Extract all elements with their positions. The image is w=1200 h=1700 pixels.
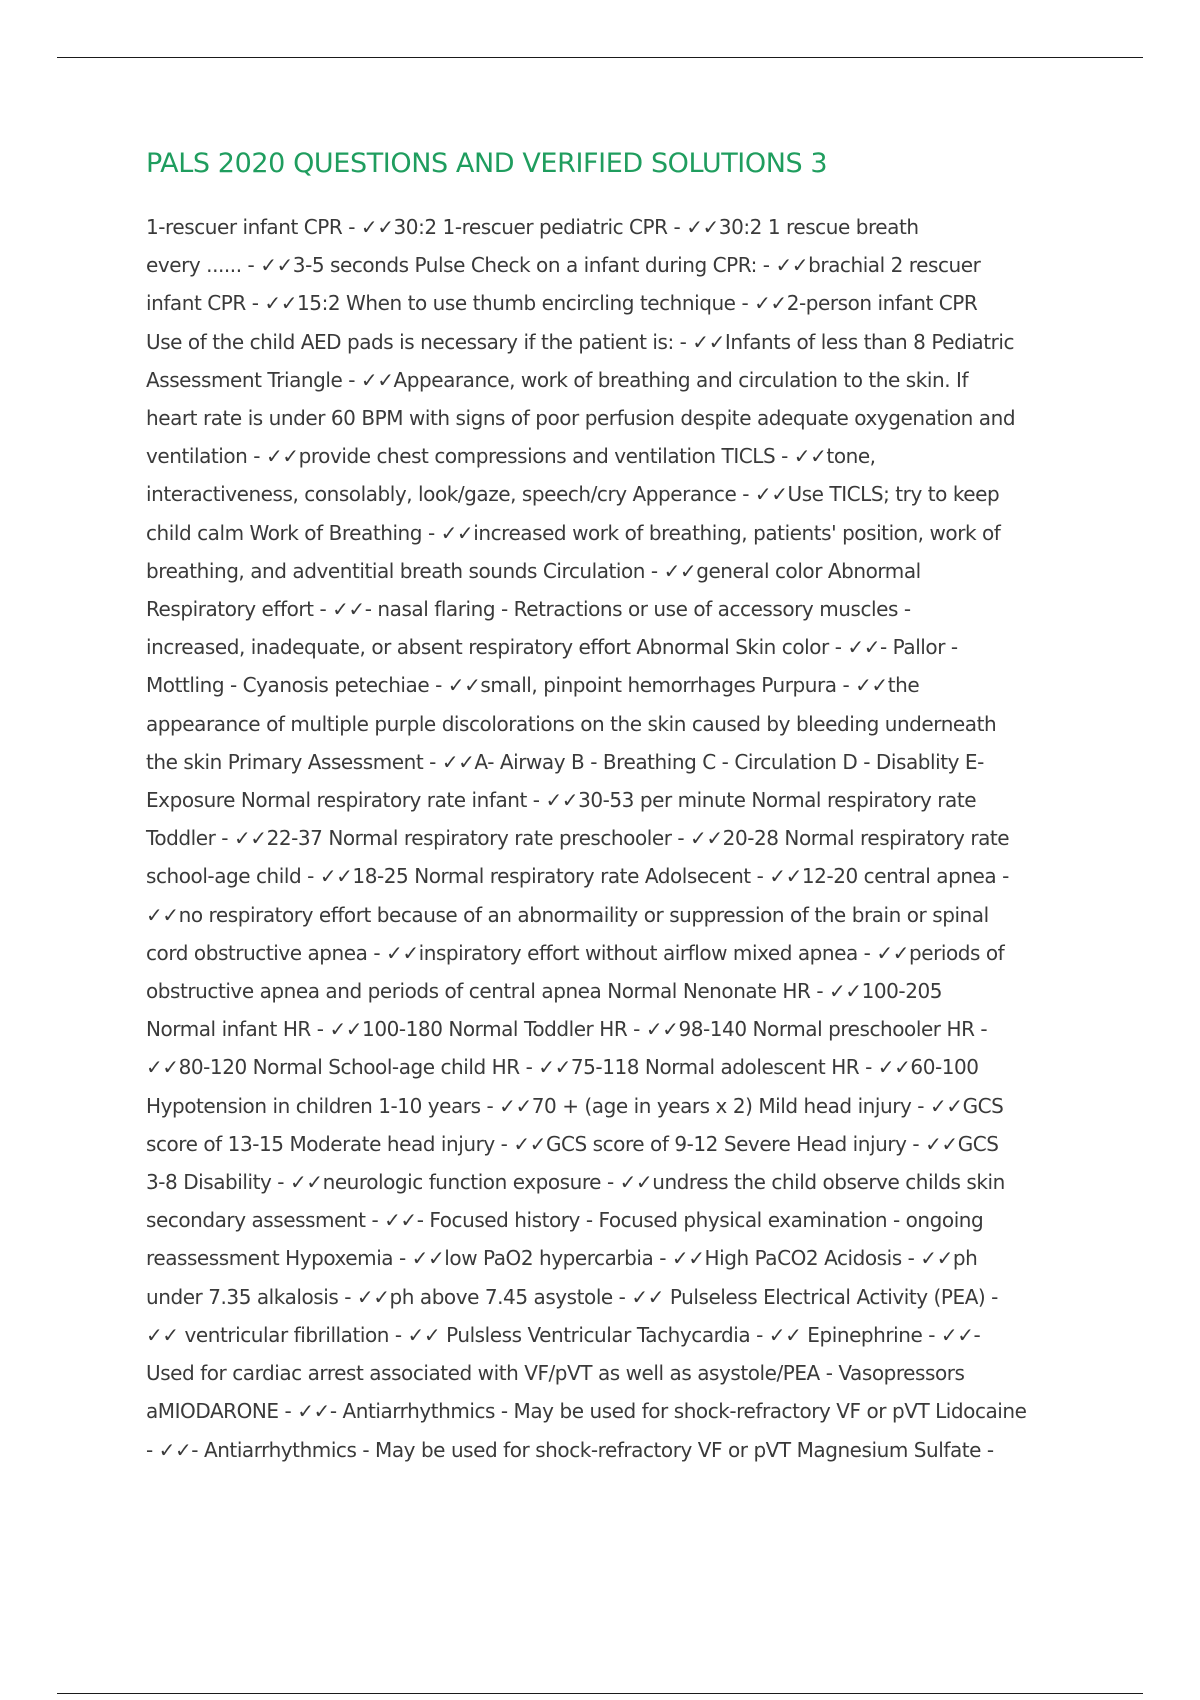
- document-body: [146, 208, 1096, 1469]
- body-line: 3-8 Disability - ✓✓neurologic function exposure - ✓✓undress the child observe childs skin: [146, 1170, 1005, 1195]
- body-line: Toddler - ✓✓22-37 Normal respiratory rate preschooler - ✓✓20-28 Normal respiratory rate: [146, 826, 1010, 851]
- body-line: the skin Primary Assessment - ✓✓A- Airway B - Breathing C - Circulation D - Disablity E-: [146, 749, 984, 774]
- body-line: Exposure Normal respiratory rate infant - ✓✓30-53 per minute Normal respiratory rate: [146, 788, 977, 813]
- body-line: score of 13-15 Moderate head injury - ✓✓GCS score of 9-12 Severe Head injury - ✓✓GCS: [146, 1131, 999, 1156]
- body-line: Use of the child AED pads is necessary if the patient is: - ✓✓Infants of less than 8 Pediatric: [146, 329, 1015, 354]
- body-line: appearance of multiple purple discolorations on the skin caused by bleeding underneath: [146, 711, 997, 736]
- body-line: every ...... - ✓✓3-5 seconds Pulse Check on a infant during CPR: - ✓✓brachial 2 rescuer: [146, 253, 981, 278]
- body-line: breathing, and adventitial breath sounds Circulation - ✓✓general color Abnormal: [146, 558, 921, 583]
- body-line: ✓✓80-120 Normal School-age child HR - ✓✓75-118 Normal adolescent HR - ✓✓60-100: [146, 1055, 979, 1080]
- body-line: cord obstructive apnea - ✓✓inspiratory effort without airflow mixed apnea - ✓✓periods of: [146, 940, 1005, 965]
- top-rule: [57, 57, 1143, 58]
- body-line: Assessment Triangle - ✓✓Appearance, work of breathing and circulation to the skin. If: [146, 367, 969, 392]
- body-line: under 7.35 alkalosis - ✓✓ph above 7.45 asystole - ✓✓ Pulseless Electrical Activity (PEA) -: [146, 1284, 998, 1309]
- body-line: reassessment Hypoxemia - ✓✓low PaO2 hypercarbia - ✓✓High PaCO2 Acidosis - ✓✓ph: [146, 1246, 978, 1271]
- body-line: infant CPR - ✓✓15:2 When to use thumb encircling technique - ✓✓2-person infant CPR: [146, 291, 978, 316]
- body-line: Hypotension in children 1-10 years - ✓✓70 + (age in years x 2) Mild head injury - ✓✓GCS: [146, 1093, 1004, 1118]
- body-line: child calm Work of Breathing - ✓✓increased work of breathing, patients' position, work of: [146, 520, 1001, 545]
- body-line: 1-rescuer infant CPR - ✓✓30:2 1-rescuer pediatric CPR - ✓✓30:2 1 rescue breath: [146, 215, 919, 239]
- body-line: increased, inadequate, or absent respiratory effort Abnormal Skin color - ✓✓- Pallor -: [146, 635, 958, 660]
- body-line: ✓✓no respiratory effort because of an abnormaility or suppression of the brain or spinal: [146, 902, 989, 927]
- body-line: interactiveness, consolably, look/gaze, speech/cry Apperance - ✓✓Use TICLS; try to keep: [146, 482, 1000, 507]
- body-line: ✓✓ ventricular fibrillation - ✓✓ Pulsless Ventricular Tachycardia - ✓✓ Epinephrine - ✓✓-: [146, 1322, 981, 1347]
- body-line: - ✓✓- Antiarrhythmics - May be used for shock-refractory VF or pVT Magnesium Sulfate -: [146, 1437, 994, 1462]
- body-line: aMIODARONE - ✓✓- Antiarrhythmics - May be used for shock-refractory VF or pVT Lidocaine: [146, 1399, 1027, 1424]
- body-line: Respiratory effort - ✓✓- nasal flaring - Retractions or use of accessory muscles -: [146, 597, 911, 622]
- body-line: Mottling - Cyanosis petechiae - ✓✓small, pinpoint hemorrhages Purpura - ✓✓the: [146, 673, 920, 698]
- body-line: obstructive apnea and periods of central apnea Normal Nenonate HR - ✓✓100-205: [146, 979, 943, 1004]
- body-line: secondary assessment - ✓✓- Focused history - Focused physical examination - ongoing: [146, 1208, 984, 1233]
- body-line: heart rate is under 60 BPM with signs of poor perfusion despite adequate oxygenation and: [146, 406, 1016, 431]
- bottom-rule: [57, 1693, 1143, 1694]
- body-line: ventilation - ✓✓provide chest compressions and ventilation TICLS - ✓✓tone,: [146, 444, 876, 469]
- body-line: school-age child - ✓✓18-25 Normal respiratory rate Adolsecent - ✓✓12-20 central apnea -: [146, 864, 1009, 889]
- body-line: Normal infant HR - ✓✓100-180 Normal Toddler HR - ✓✓98-140 Normal preschooler HR -: [146, 1017, 988, 1042]
- page-title: PALS 2020 QUESTIONS AND VERIFIED SOLUTIONS 3: [146, 148, 828, 179]
- body-line: Used for cardiac arrest associated with VF/pVT as well as asystole/PEA - Vasopressors: [146, 1361, 965, 1386]
